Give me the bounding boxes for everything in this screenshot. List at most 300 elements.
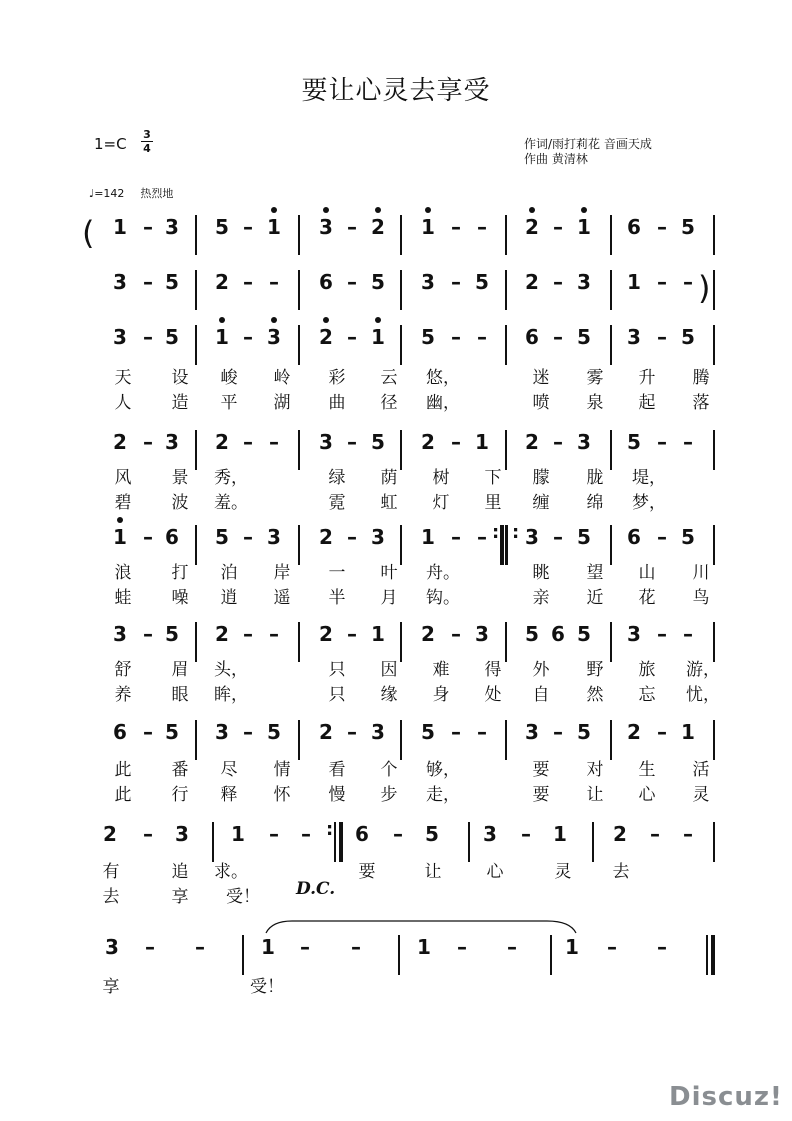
lyric: 要: [532, 785, 550, 805]
note: 5: [421, 720, 435, 744]
lyric: 游，: [686, 660, 720, 680]
barline: [398, 935, 400, 975]
note: –: [347, 525, 357, 549]
note: 5: [165, 325, 179, 349]
barline: [713, 622, 715, 662]
note: 5: [681, 325, 695, 349]
barline: [298, 270, 300, 310]
lyric: 遥: [273, 588, 291, 608]
lyric: 霓: [328, 493, 346, 513]
lyric: 眺: [532, 563, 550, 583]
note: –: [507, 935, 517, 959]
note: –: [347, 270, 357, 294]
lyric: 此: [114, 785, 132, 805]
lyric: 难: [432, 660, 450, 680]
barline: [713, 525, 715, 565]
note: 2: [613, 822, 627, 846]
lyric: 朦: [532, 468, 550, 488]
lyric: 眉: [171, 660, 189, 680]
note: 2: [319, 525, 333, 549]
lyric: 悠，: [426, 368, 460, 388]
lyric: 头，: [214, 660, 248, 680]
barline: [505, 325, 507, 365]
repeat-barline: [500, 525, 504, 565]
lyric: 彩: [328, 368, 346, 388]
lyric: 一: [328, 563, 346, 583]
note: –: [143, 325, 153, 349]
lyric: 去: [612, 862, 630, 882]
note: –: [143, 525, 153, 549]
high-octave-dot: [581, 207, 587, 213]
lyric: 花: [638, 588, 656, 608]
barline: [505, 215, 507, 255]
note: –: [657, 720, 667, 744]
lyric: 望: [586, 563, 604, 583]
high-octave-dot: [425, 207, 431, 213]
note: –: [451, 622, 461, 646]
note: –: [657, 270, 667, 294]
final-barline: [711, 935, 715, 975]
note: 5: [577, 720, 591, 744]
lyric: 因: [380, 660, 398, 680]
lyric: 求。: [214, 862, 248, 882]
barline: [610, 720, 612, 760]
note: 3: [311, 215, 341, 239]
lyric: 番: [171, 760, 189, 780]
note: 1: [627, 270, 641, 294]
lyric: 绵: [586, 493, 604, 513]
barline: [212, 822, 214, 862]
lyric: 泉: [586, 393, 604, 413]
note: 2: [319, 622, 333, 646]
credits-composer: 作曲 黄清林: [524, 152, 588, 166]
note: 3: [577, 270, 591, 294]
note: 1: [113, 215, 127, 239]
note: –: [553, 720, 563, 744]
note: 1: [371, 622, 385, 646]
lyric: 半: [328, 588, 346, 608]
note: 1: [681, 720, 695, 744]
note: 1: [259, 215, 289, 239]
note: –: [269, 430, 279, 454]
lyric: 喷: [532, 393, 550, 413]
barline: [713, 270, 715, 310]
note: –: [683, 622, 693, 646]
note: 5: [525, 622, 539, 646]
note: 1: [105, 525, 135, 549]
note: 3: [421, 270, 435, 294]
lyric: 让: [424, 862, 442, 882]
lyric: 人: [114, 393, 132, 413]
barline: [610, 325, 612, 365]
dc-mark: D.C.: [296, 879, 336, 899]
lyric: 然: [586, 685, 604, 705]
lyric: 忧，: [686, 685, 720, 705]
note: 3: [175, 822, 189, 846]
lyric: 野: [586, 660, 604, 680]
barline: [242, 935, 244, 975]
note: –: [457, 935, 467, 959]
barline: [610, 215, 612, 255]
note: 3: [215, 720, 229, 744]
repeat-dots: :: [326, 819, 334, 840]
lyric: 够，: [426, 760, 460, 780]
time-signature-bottom: 4: [143, 142, 151, 155]
note: 3: [165, 215, 179, 239]
note: 2: [421, 430, 435, 454]
note: 6: [165, 525, 179, 549]
lyric: 看: [328, 760, 346, 780]
barline: [298, 215, 300, 255]
lyric: 旅: [638, 660, 656, 680]
lyric: 腾: [692, 368, 710, 388]
note: 3: [627, 325, 641, 349]
note: 2: [517, 215, 547, 239]
note: –: [657, 325, 667, 349]
tempo-mark: ♩=142: [89, 187, 125, 200]
lyric: 舟。: [426, 563, 460, 583]
note: 3: [475, 622, 489, 646]
note: 6: [355, 822, 369, 846]
note: 3: [577, 430, 591, 454]
barline: [298, 525, 300, 565]
lyric: 泊: [220, 563, 238, 583]
barline: [505, 270, 507, 310]
lyric: 生: [638, 760, 656, 780]
lyric: 养: [114, 685, 132, 705]
note: 1: [421, 525, 435, 549]
lyric: 胧: [586, 468, 604, 488]
lyric: 处: [484, 685, 502, 705]
barline: [195, 215, 197, 255]
lyric: 缘: [380, 685, 398, 705]
note: 5: [215, 215, 229, 239]
note: –: [683, 430, 693, 454]
lyric: 行: [171, 785, 189, 805]
note: –: [347, 430, 357, 454]
barline: [195, 622, 197, 662]
note: –: [143, 215, 153, 239]
note: 2: [311, 325, 341, 349]
barline: [610, 525, 612, 565]
barline: [610, 622, 612, 662]
note: –: [553, 215, 563, 239]
note: 5: [475, 270, 489, 294]
note: 1: [565, 935, 579, 959]
note: –: [683, 822, 693, 846]
repeat-dots: :: [492, 522, 500, 543]
note: 3: [105, 935, 119, 959]
note: 1: [231, 822, 245, 846]
note: 1: [363, 325, 393, 349]
barline: [610, 430, 612, 470]
barline: [195, 720, 197, 760]
note: 5: [627, 430, 641, 454]
note: –: [347, 622, 357, 646]
lyric: 眼: [171, 685, 189, 705]
barline: [195, 430, 197, 470]
lyric: 梦，: [632, 493, 666, 513]
note: –: [243, 325, 253, 349]
lyric: 灵: [554, 862, 572, 882]
lyric: 羞。: [214, 493, 248, 513]
lyric: 有: [102, 862, 120, 882]
close-paren: ): [698, 269, 711, 307]
note: –: [553, 525, 563, 549]
tempo-expression: 热烈地: [140, 187, 174, 200]
note: 5: [425, 822, 439, 846]
note: –: [243, 215, 253, 239]
high-octave-dot: [375, 317, 381, 323]
lyric: 噪: [171, 588, 189, 608]
lyric: 曲: [328, 393, 346, 413]
barline: [505, 622, 507, 662]
note: –: [143, 430, 153, 454]
note: –: [393, 822, 403, 846]
barline: [298, 430, 300, 470]
lyric: 情: [273, 760, 291, 780]
note: –: [607, 935, 617, 959]
high-octave-dot: [271, 317, 277, 323]
note: –: [143, 622, 153, 646]
barline: [550, 935, 552, 975]
lyric: 落: [692, 393, 710, 413]
repeat-barline: [339, 822, 343, 862]
time-signature-top: 3: [143, 128, 151, 141]
note: –: [269, 822, 279, 846]
lyric: 荫: [380, 468, 398, 488]
note: 2: [215, 622, 229, 646]
note: –: [143, 822, 153, 846]
note: –: [451, 720, 461, 744]
note: –: [301, 822, 311, 846]
note: 5: [421, 325, 435, 349]
high-octave-dot: [117, 517, 123, 523]
note: –: [145, 935, 155, 959]
lyric: 下: [484, 468, 502, 488]
high-octave-dot: [219, 317, 225, 323]
note: 1: [261, 935, 275, 959]
note: 6: [551, 622, 565, 646]
note: 5: [681, 215, 695, 239]
lyric: 岸: [273, 563, 291, 583]
note: –: [657, 622, 667, 646]
lyric: 外: [532, 660, 550, 680]
note: –: [451, 525, 461, 549]
lyric: 里: [484, 493, 502, 513]
high-octave-dot: [529, 207, 535, 213]
note: –: [451, 215, 461, 239]
lyric: 山: [638, 563, 656, 583]
note: 5: [165, 270, 179, 294]
lyric: 对: [586, 760, 604, 780]
note: –: [521, 822, 531, 846]
lyric: 虹: [380, 493, 398, 513]
barline: [400, 215, 402, 255]
lyric: 波: [171, 493, 189, 513]
note: 5: [681, 525, 695, 549]
lyric: 要: [532, 760, 550, 780]
note: 5: [577, 622, 591, 646]
watermark: Discuz!: [669, 1082, 783, 1112]
note: 5: [577, 325, 591, 349]
lyric: 受！: [250, 977, 284, 997]
lyric: 走，: [426, 785, 460, 805]
lyric: 缠: [532, 493, 550, 513]
note: –: [351, 935, 361, 959]
barline: [400, 525, 402, 565]
lyric: 钩。: [426, 588, 460, 608]
note: 2: [421, 622, 435, 646]
lyric: 去: [102, 887, 120, 907]
note: 5: [267, 720, 281, 744]
lyric: 此: [114, 760, 132, 780]
lyric: 怀: [273, 785, 291, 805]
repeat-barline-thin: [334, 822, 336, 862]
note: 2: [525, 270, 539, 294]
lyric: 活: [692, 760, 710, 780]
lyric: 天: [114, 368, 132, 388]
barline: [400, 270, 402, 310]
barline: [400, 430, 402, 470]
note: 1: [553, 822, 567, 846]
note: –: [650, 822, 660, 846]
barline: [400, 622, 402, 662]
lyric: 堤，: [632, 468, 666, 488]
lyric: 幽，: [426, 393, 460, 413]
note: 3: [113, 270, 127, 294]
lyric: 享: [102, 977, 120, 997]
note: 6: [525, 325, 539, 349]
note: –: [553, 325, 563, 349]
note: 1: [207, 325, 237, 349]
note: –: [553, 430, 563, 454]
barline: [713, 822, 715, 862]
barline: [298, 720, 300, 760]
lyric: 叶: [380, 563, 398, 583]
open-paren: (: [82, 214, 95, 252]
tie-arc: [262, 917, 582, 937]
lyric: 让: [586, 785, 604, 805]
note: 5: [577, 525, 591, 549]
lyric: 造: [171, 393, 189, 413]
note: –: [243, 430, 253, 454]
note: 2: [319, 720, 333, 744]
barline: [610, 270, 612, 310]
note: –: [451, 430, 461, 454]
lyric: 鸟: [692, 588, 710, 608]
note: 1: [417, 935, 431, 959]
note: 3: [113, 622, 127, 646]
note: 3: [483, 822, 497, 846]
lyric: 设: [171, 368, 189, 388]
note: –: [683, 270, 693, 294]
lyric: 平: [220, 393, 238, 413]
lyric: 云: [380, 368, 398, 388]
note: 3: [525, 720, 539, 744]
note: –: [347, 325, 357, 349]
lyric: 起: [638, 393, 656, 413]
barline: [400, 325, 402, 365]
high-octave-dot: [323, 317, 329, 323]
song-title: 要让心灵去享受: [301, 76, 491, 106]
lyric: 雾: [586, 368, 604, 388]
barline: [468, 822, 470, 862]
note: 2: [103, 822, 117, 846]
note: 5: [215, 525, 229, 549]
note: –: [657, 215, 667, 239]
high-octave-dot: [323, 207, 329, 213]
lyric: 受！: [226, 887, 260, 907]
note: –: [195, 935, 205, 959]
note: 1: [475, 430, 489, 454]
lyric: 步: [380, 785, 398, 805]
time-signature: [141, 129, 153, 154]
high-octave-dot: [375, 207, 381, 213]
barline: [195, 325, 197, 365]
note: 3: [267, 525, 281, 549]
lyric: 慢: [328, 785, 346, 805]
credits-lyricist: 作词/雨打莉花 音画天成: [524, 137, 652, 151]
note: –: [243, 270, 253, 294]
barline: [195, 525, 197, 565]
lyric: 得: [484, 660, 502, 680]
lyric: 蛙: [114, 588, 132, 608]
lyric: 风: [114, 468, 132, 488]
note: 6: [627, 215, 641, 239]
note: 3: [627, 622, 641, 646]
lyric: 迷: [532, 368, 550, 388]
note: 3: [371, 720, 385, 744]
barline: [592, 822, 594, 862]
lyric: 逍: [220, 588, 238, 608]
repeat-barline-thin: [506, 525, 508, 565]
note: –: [657, 430, 667, 454]
barline: [713, 325, 715, 365]
note: –: [300, 935, 310, 959]
note: –: [657, 525, 667, 549]
barline: [505, 430, 507, 470]
lyric: 眸，: [214, 685, 248, 705]
lyric: 只: [328, 660, 346, 680]
lyric: 身: [432, 685, 450, 705]
note: –: [347, 215, 357, 239]
lyric: 升: [638, 368, 656, 388]
note: 3: [319, 430, 333, 454]
final-barline-thin: [706, 935, 708, 975]
barline: [713, 215, 715, 255]
note: 5: [371, 270, 385, 294]
barline: [400, 720, 402, 760]
lyric: 享: [171, 887, 189, 907]
note: 5: [165, 720, 179, 744]
note: –: [553, 270, 563, 294]
lyric: 湖: [273, 393, 291, 413]
note: 5: [371, 430, 385, 454]
lyric: 绿: [328, 468, 346, 488]
note: –: [477, 720, 487, 744]
lyric: 自: [532, 685, 550, 705]
barline: [505, 720, 507, 760]
note: 2: [363, 215, 393, 239]
lyric: 心: [638, 785, 656, 805]
note: –: [243, 720, 253, 744]
lyric: 浪: [114, 563, 132, 583]
lyric: 秀，: [214, 468, 248, 488]
high-octave-dot: [271, 207, 277, 213]
note: –: [657, 935, 667, 959]
note: –: [143, 720, 153, 744]
